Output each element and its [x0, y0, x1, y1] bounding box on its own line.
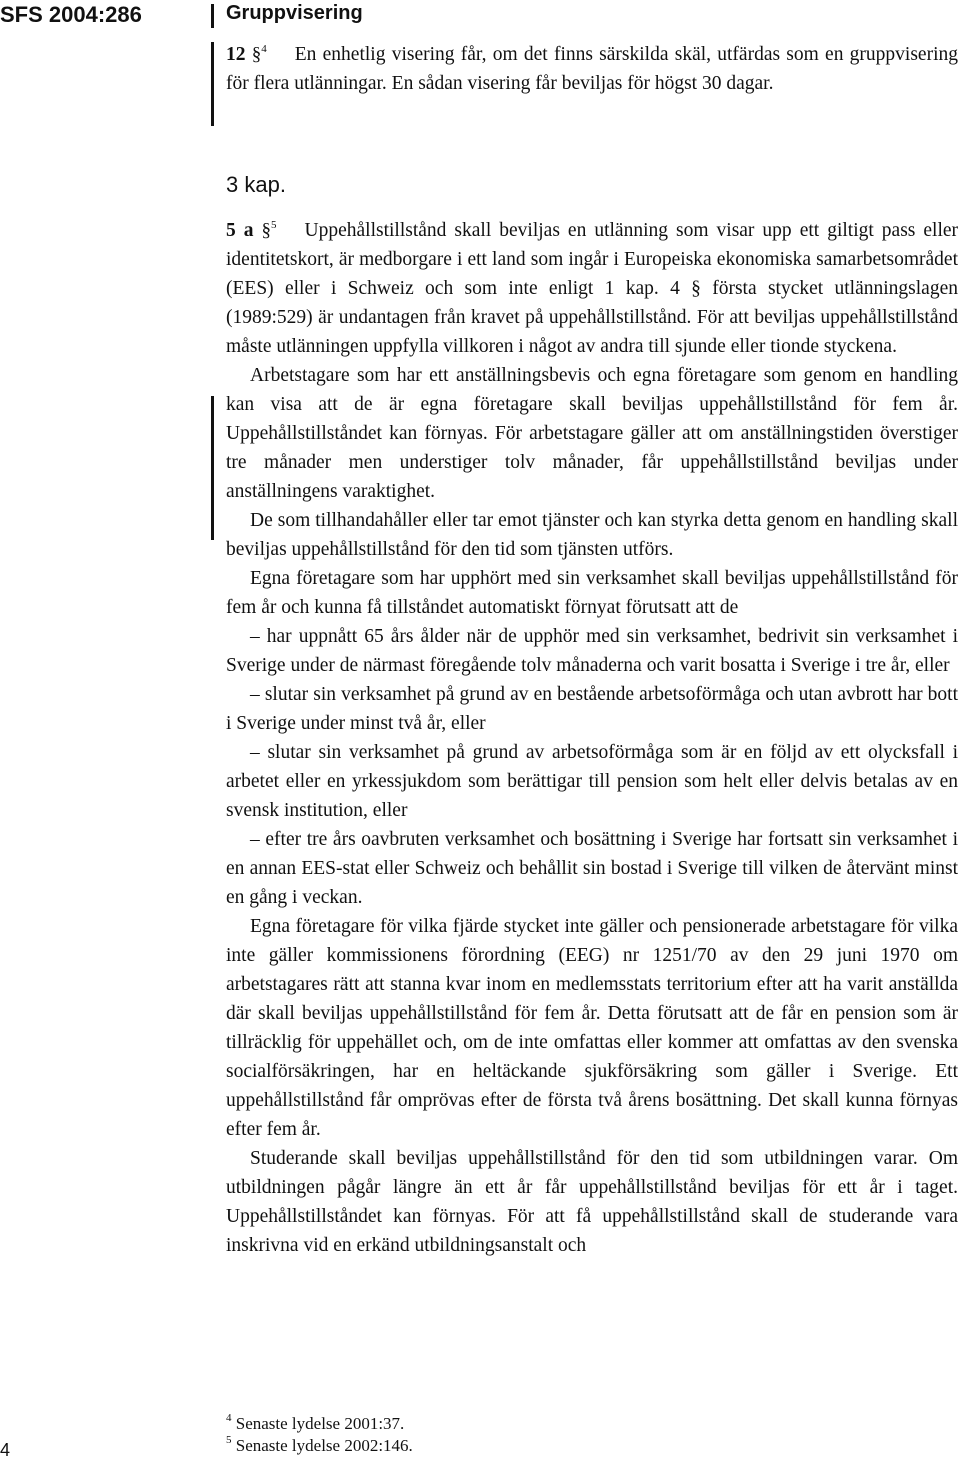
footnote: $^4$ Senaste lydelse 2001:37. — [226, 1412, 405, 1433]
footnote: $^5$ Senaste lydelse 2002:146. — [226, 1434, 413, 1455]
list-item: – efter tre års oavbruten verksamhet och bosättning i Sverige har fortsatt sin verksamhet i en annan EES-stat eller Schweiz och behållit sin bostad i Sverige till vilken de återvänt minst en gång i veckan. — [226, 829, 958, 908]
paragraph-number: 5 a — [226, 220, 254, 241]
header-divider — [211, 4, 214, 28]
paragraph-text: Uppehållstillstånd skall beviljas en utlänning som visar upp ett giltigt pass eller identitetskort, är medborgare i ett land som ingår i Europeiska ekonomiska samarbetsområdet (EES) eller i Schweiz och som inte enligt 1 kap. 4 § första stycket utlänningslagen (1989:529) är undantagen från kravet på uppehållstillstånd. För att beviljas uppehållstillstånd måste utlänningen uppfylla villkoren i något av andra till sjunde eller tionde styckena. — [226, 220, 959, 357]
paragraph-text: Egna företagare för vilka fjärde stycket inte gäller och pensionerade arbetstagare för vilka inte gäller kommissionens förordning (EEG) nr 1251/70 av den 29 juni 1970 om arbetstagares rätt att stanna kvar inom en medlemsstats territorium efter att ha varit anställda där skall beviljas uppehållstillstånd för fem år. Detta förutsatt att de får en pension som är tillräcklig för uppehället och, om de inte omfattas eller kommer att omfattas av den svenska socialförsäkringen, har en heltäckande sjukförsäkring som gäller i Sverige. Ett uppehållstillstånd får omprövas efter de första två årens bosättning. Det skall kunna förnyas efter fem år. — [226, 916, 958, 1140]
footnotes — [226, 1413, 413, 1457]
paragraph-text: En enhetlig visering får, om det finns särskilda skäl, utfärdas som en gruppvisering för flera utlänningar. En sådan visering får beviljas för högst 30 dagar. — [226, 44, 959, 94]
list-item: – har uppnått 65 års ålder när de upphör med sin verksamhet, bedrivit sin verksamhet i Sverige under de närmast föregående tolv månaderna och varit bosatta i Sverige i tre år, eller — [226, 626, 958, 676]
paragraph-text: Arbetstagare som har ett anställningsbevis och egna företagare som genom en handling kan visa att de är egna företagare skall beviljas uppehållstillstånd för fem år. Uppehållstillståndet kan förnyas. För arbetstagare gäller att om anställningstiden överstiger tre månader men understiger tolv månader, får uppehållstillstånd beviljas under anställningens varaktighet. — [226, 365, 958, 502]
change-bar-2 — [211, 396, 214, 540]
paragraph-number: 12 — [226, 44, 246, 65]
change-bar-1 — [211, 42, 214, 126]
chapter-heading: 3 kap. — [226, 172, 286, 197]
paragraph-12 — [226, 40, 958, 98]
paragraph-text: Egna företagare som har upphört med sin verksamhet skall beviljas uppehållstillstånd för fem år och kunna få tillståndet automatiskt förnyat förutsatt att de — [226, 568, 958, 618]
sfs-number: SFS 2004:286 — [0, 2, 142, 27]
list-item: – slutar sin verksamhet på grund av en bestående arbetsoförmåga och utan avbrott har bott i Sverige under minst två år, eller — [226, 684, 958, 734]
section-heading: Gruppvisering — [226, 2, 363, 24]
paragraph-text: De som tillhandahåller eller tar emot tjänster och kan styrka detta genom en handling skall beviljas uppehållstillstånd för den tid som tjänsten utförs. — [226, 510, 958, 560]
section-sign: § — [261, 220, 272, 241]
footnote-ref: 5 — [271, 218, 277, 231]
footnote-ref: 4 — [261, 42, 267, 55]
page-number: 4 — [0, 1440, 11, 1460]
paragraph-5a — [226, 216, 958, 1260]
section-sign: § — [251, 44, 262, 65]
list-item: – slutar sin verksamhet på grund av arbetsoförmåga som är en följd av ett olycksfall i arbetet eller en yrkessjukdom som berättigar till pension som helt eller delvis betalas av en svensk institution, eller — [226, 742, 958, 821]
paragraph-text: Studerande skall beviljas uppehållstillstånd för den tid som utbildningen varar. Om utbildningen pågår längre än ett år får uppehållstillstånd beviljas för ett år i taget. Uppehållstillståndet kan förnyas. För att få uppehållstillstånd skall de studerande vara inskrivna vid en erkänd utbildningsanstalt och — [226, 1148, 958, 1256]
